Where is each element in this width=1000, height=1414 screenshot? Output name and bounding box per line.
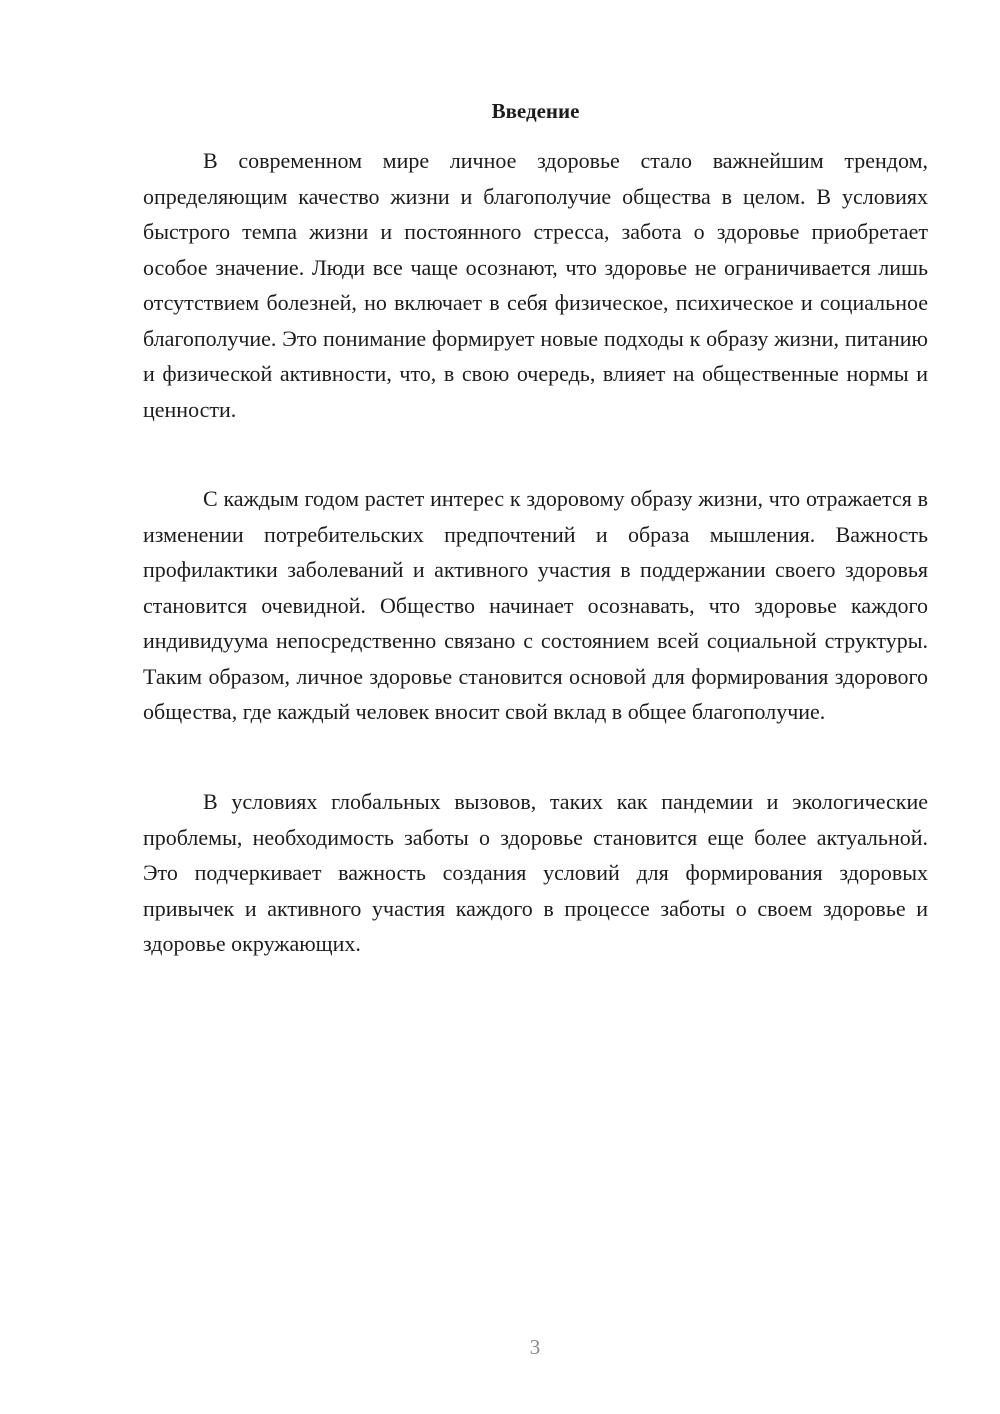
page-title: Введение bbox=[491, 99, 580, 123]
paragraph-1 bbox=[143, 143, 928, 427]
paragraph-text: В современном мире личное здоровье стало важнейшим трендом, определяющим качество жизни и благополучие общества в целом. В условиях быстрого темпа жизни и постоянного стресса, забота о здоровье приобретает особое значение. Люди все чаще осознают, что здоровье не ограничивается лишь отсутствием болезней, но включает в себя физическое, психическое и социальное благополучие. Это понимание формирует новые подходы к образу жизни, питанию и физической активности, что, в свою очередь, влияет на общественные нормы и ценности. bbox=[143, 148, 928, 422]
paragraph-3 bbox=[143, 784, 928, 962]
page-number: 3 bbox=[529, 1335, 541, 1359]
paragraph-text: С каждым годом растет интерес к здоровому образу жизни, что отражается в изменении потребительских предпочтений и образа мышления. Важность профилактики заболеваний и активного участия в поддержании своего здоровья становится очевидной. Общество начинает осознавать, что здоровье каждого индивидуума непосредственно связано с состоянием всей социальной структуры. Таким образом, личное здоровье становится основой для формирования здорового общества, где каждый человек вносит свой вклад в общее благополучие. bbox=[143, 486, 928, 724]
paragraph-2 bbox=[143, 481, 928, 730]
paragraph-text: В условиях глобальных вызовов, таких как пандемии и экологические проблемы, необходимость заботы о здоровье становится еще более актуальной. Это подчеркивает важность создания условий для формирования здоровых привычек и активного участия каждого в процессе заботы о своем здоровье и здоровье окружающих. bbox=[143, 789, 928, 956]
